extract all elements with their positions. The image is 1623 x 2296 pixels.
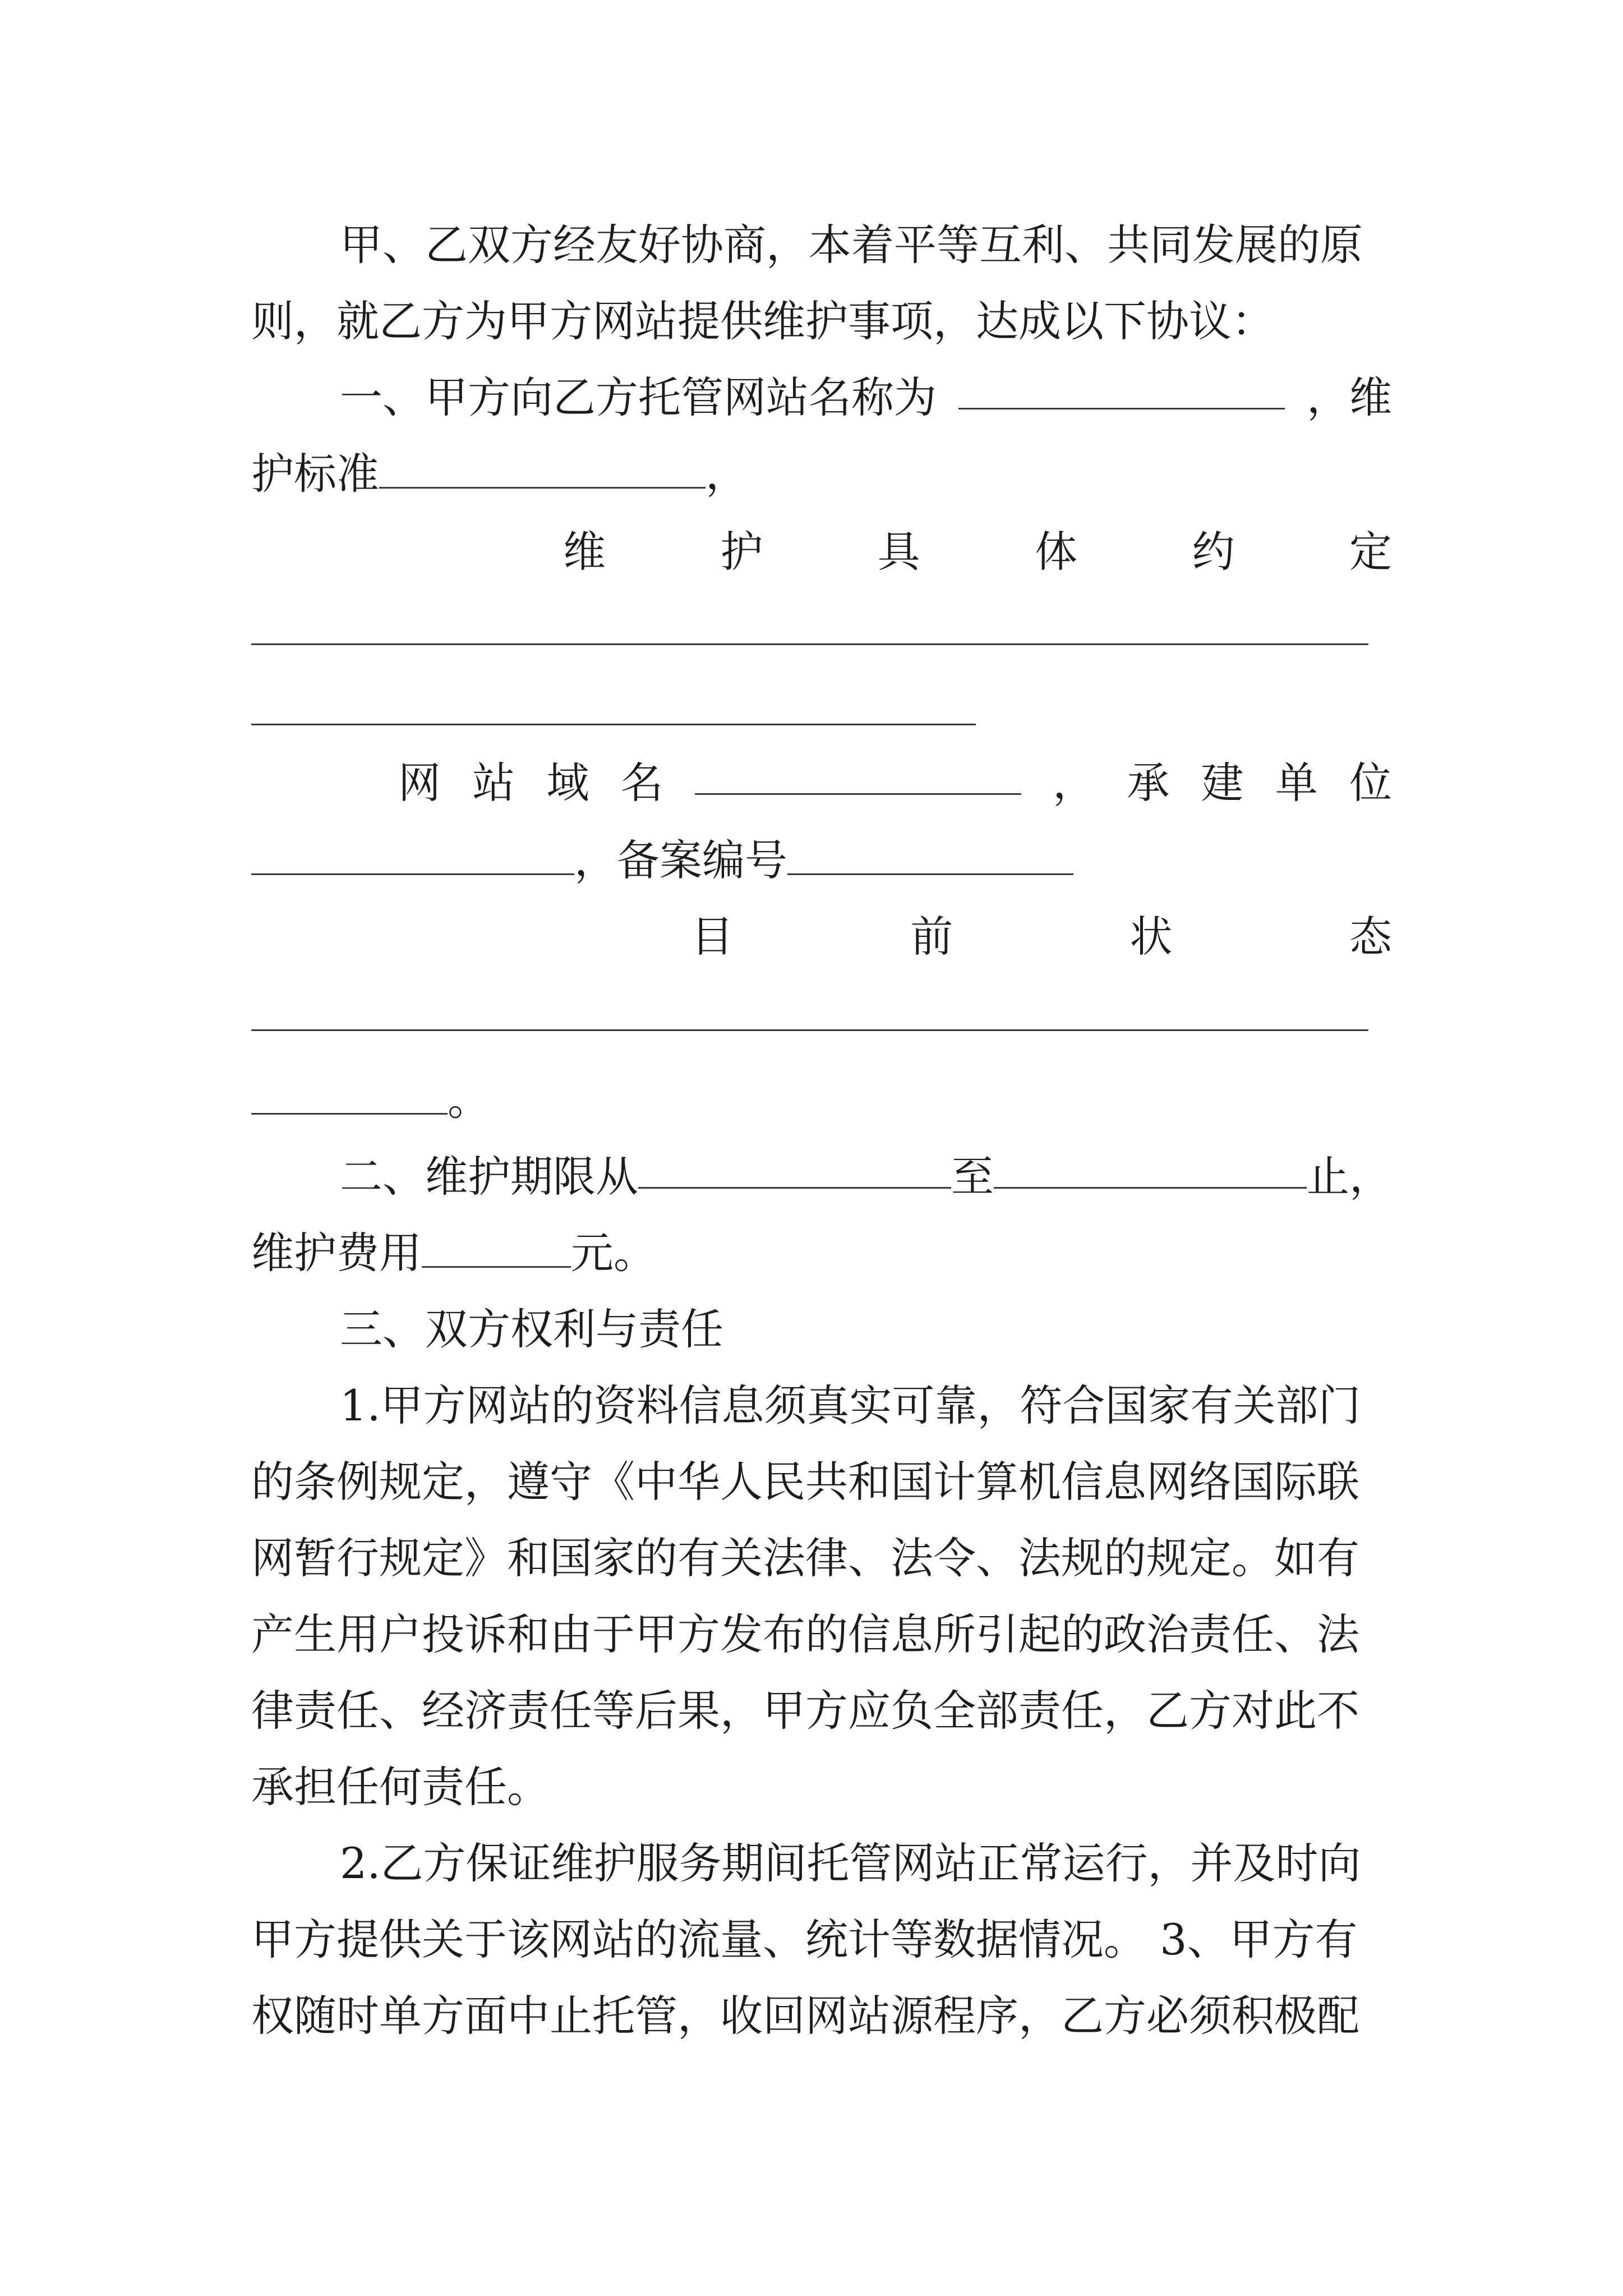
term-from-label: 二、维护期限从	[340, 1152, 638, 1202]
clause1-line1-suffix: ，维	[1307, 372, 1392, 422]
clause3-item1-line: 的条例规定，遵守《中华人民共和国计算机信息网络国际联	[251, 1457, 1359, 1507]
spaced-char: 前	[910, 912, 953, 961]
spaced-char: 态	[1349, 912, 1392, 961]
spaced-char: 维	[563, 527, 606, 577]
clause3-item1-line: 1.甲方网站的资料信息须真实可靠，符合国家有关部门	[340, 1381, 1361, 1430]
clause1-line2-suffix: ，	[706, 449, 748, 499]
specific-terms-blank-2[interactable]	[251, 724, 976, 725]
spaced-char: 名	[620, 758, 663, 808]
spaced-char: 具	[877, 527, 920, 577]
clause3-heading: 三、双方权利与责任	[340, 1304, 723, 1354]
fee-blank[interactable]	[422, 1228, 571, 1268]
clause3-item1-line: 产生用户投诉和由于甲方发布的信息所引起的政治责任、法	[251, 1609, 1359, 1659]
record-number-line	[251, 832, 1392, 889]
clause1-line-2	[251, 446, 1392, 502]
fee-unit: 元。	[571, 1228, 656, 1278]
clause3-item2-line: 权随时单方面中止托管，收回网站源程序，乙方必须积极配	[251, 1991, 1359, 2041]
spaced-char: 单	[1275, 758, 1318, 808]
record-number-label: ，备案编号	[574, 835, 787, 885]
term-start-blank[interactable]	[638, 1149, 951, 1189]
term-end-label: 止，	[1307, 1152, 1392, 1202]
clause1-site-name-label: 一、甲方向乙方托管网站名称为	[340, 372, 937, 422]
clause3-item2-line: 甲方提供关于该网站的流量、统计等数据情况。 3、甲方有	[251, 1915, 1358, 1964]
spaced-char: 状	[1129, 912, 1173, 961]
status-blank-2[interactable]	[251, 1075, 448, 1115]
site-name-blank[interactable]	[958, 370, 1285, 409]
domain-blank[interactable]	[695, 755, 1021, 795]
clause3-item2-line: 2.乙方保证维护服务期间托管网站正常运行，并及时向	[340, 1838, 1361, 1888]
intro-line-1: 甲、乙双方经友好协商，本着平等互利、共同发展的原	[340, 220, 1363, 270]
specific-terms-label	[563, 524, 1392, 580]
fee-label: 维护费用	[251, 1228, 422, 1278]
status-end-mark: 。	[448, 1075, 490, 1125]
domain-separator: ，	[1053, 758, 1096, 808]
maintenance-standard-label: 护标准	[251, 449, 379, 499]
spaced-char: 护	[720, 527, 763, 577]
specific-terms-blank-1[interactable]	[251, 643, 1368, 645]
spaced-char: 站	[472, 758, 515, 808]
record-number-blank[interactable]	[787, 835, 1073, 875]
clause3-item1-line: 网暂行规定》和国家的有关法律、法令、法规的规定。如有	[251, 1533, 1359, 1583]
clause3-item1-line: 律责任、经济责任等后果，甲方应负全部责任，乙方对此不	[251, 1686, 1359, 1736]
clause2-line-1	[340, 1149, 1392, 1205]
status-blank-1[interactable]	[251, 1029, 1368, 1031]
current-status-label	[691, 909, 1392, 965]
clause3-item1-line: 承担任何责任。	[251, 1762, 550, 1812]
status-end-line	[251, 1072, 1392, 1128]
spaced-char: 网	[398, 758, 441, 808]
maintenance-standard-blank[interactable]	[379, 449, 706, 489]
term-to-label: 至	[951, 1152, 994, 1202]
spaced-char: 位	[1349, 758, 1392, 808]
clause2-line-2	[251, 1225, 1392, 1281]
term-end-blank[interactable]	[994, 1149, 1307, 1189]
clause1-line-1	[340, 370, 1392, 426]
spaced-char: 承	[1127, 758, 1170, 808]
spaced-char: 约	[1192, 527, 1235, 577]
spaced-char: 建	[1201, 758, 1244, 808]
spaced-char: 定	[1349, 527, 1392, 577]
intro-line-2: 则，就乙方为甲方网站提供维护事项，达成以下协议：	[251, 296, 1274, 346]
spaced-char: 域	[546, 758, 589, 808]
domain-line	[398, 755, 1392, 811]
spaced-char: 目	[691, 912, 734, 961]
contractor-blank[interactable]	[251, 835, 574, 875]
spaced-char: 体	[1035, 527, 1078, 577]
